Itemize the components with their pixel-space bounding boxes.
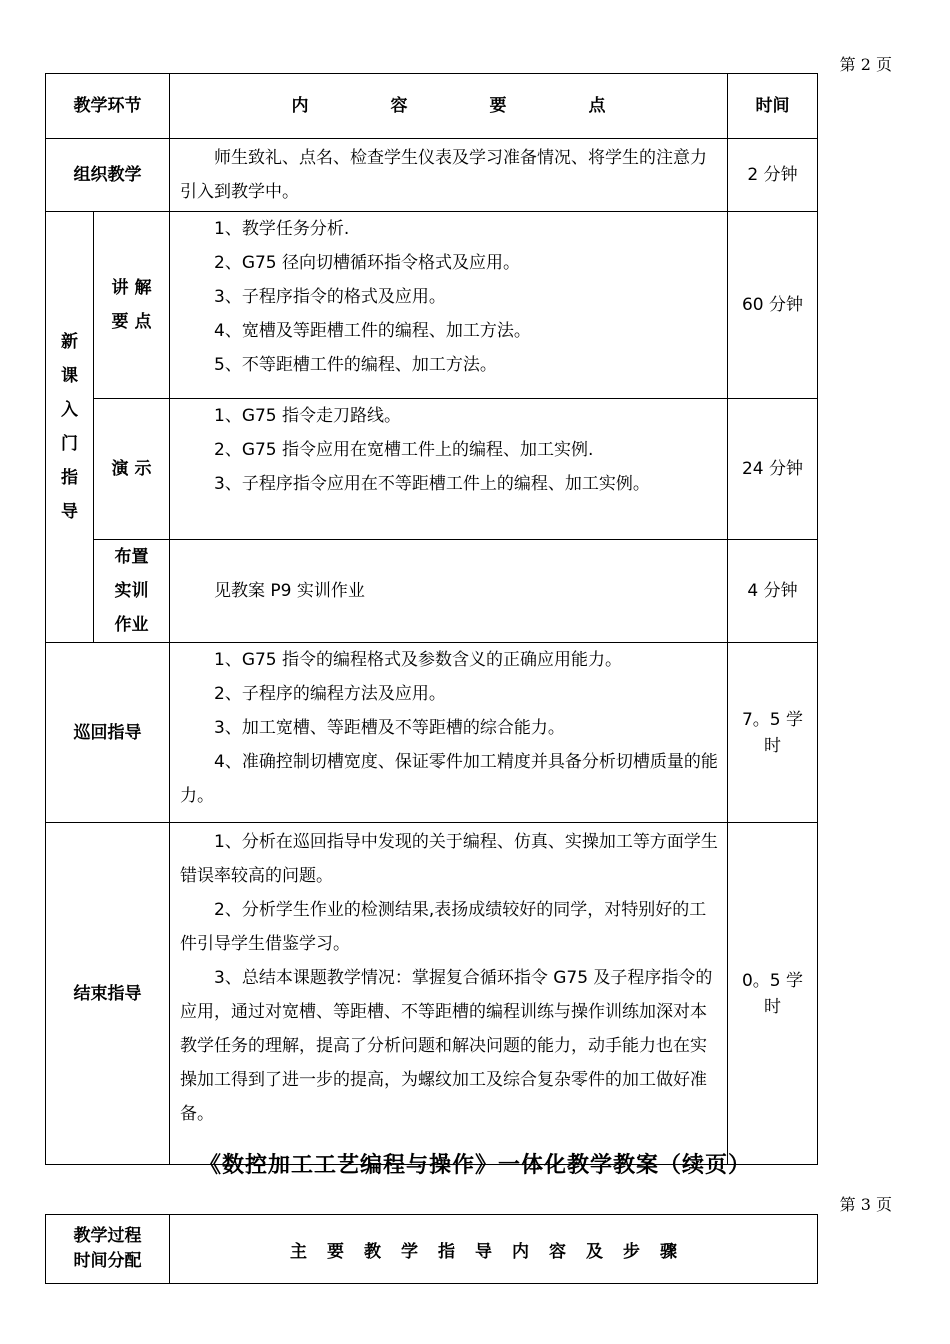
new-lesson-label: [46, 212, 94, 643]
main-content-header: 主要教学指导内容及步骤: [170, 1215, 818, 1284]
patrol-line: 4、准确控制切槽宽度、保证零件加工精度并具备分析切槽质量的能力。: [180, 752, 718, 806]
summary-line: 1、分析在巡回指导中发现的关于编程、仿真、实操加工等方面学生错误率较高的问题。: [180, 832, 718, 886]
summary-label: 结束指导: [46, 823, 170, 1165]
explain-label: [94, 212, 170, 399]
patrol-time-line: 7。5 学: [741, 709, 804, 730]
new-lesson-char: 入: [61, 400, 78, 420]
continuation-table: [45, 1214, 818, 1284]
explain-content: [170, 212, 728, 399]
summary-content: [170, 823, 728, 1165]
row-patrol: [46, 643, 818, 823]
new-lesson-char: 新: [61, 332, 78, 352]
demo-line: 3、子程序指令应用在不等距槽工件上的编程、加工实例。: [214, 474, 650, 494]
continuation-header-row: [46, 1215, 818, 1284]
demo-content: [170, 399, 728, 540]
patrol-label: 巡回指导: [46, 643, 170, 823]
explain-label-line: 讲 解: [111, 278, 152, 298]
summary-time: [728, 823, 818, 1165]
header-row: [46, 74, 818, 139]
explain-line: 5、不等距槽工件的编程、加工方法。: [214, 355, 497, 375]
explain-line: 2、G75 径向切槽循环指令格式及应用。: [214, 253, 521, 273]
assign-time: 4 分钟: [728, 540, 818, 643]
organize-content: [170, 139, 728, 212]
assign-label-line: 实训: [114, 581, 149, 601]
summary-time-line: 时: [764, 996, 781, 1017]
demo-time: 24 分钟: [728, 399, 818, 540]
new-lesson-char: 指: [61, 468, 78, 488]
summary-line: 2、分析学生作业的检测结果,表扬成绩较好的同学，对特别好的工件引导学生借鉴学习。: [180, 900, 707, 954]
explain-time: 60 分钟: [728, 212, 818, 399]
patrol-line: 3、加工宽槽、等距槽及不等距槽的综合能力。: [214, 718, 565, 738]
row-explain: [46, 212, 818, 399]
assign-label: [94, 540, 170, 643]
patrol-line: 2、子程序的编程方法及应用。: [214, 684, 446, 704]
process-time-header-line: 时间分配: [73, 1251, 142, 1271]
patrol-time-line: 时: [764, 735, 781, 756]
page-number: 第 2 页: [839, 55, 892, 74]
header-content: 内容要点: [170, 74, 728, 139]
row-organize: [46, 139, 818, 212]
assign-content: [170, 540, 728, 643]
new-lesson-char: 导: [61, 502, 78, 522]
process-time-header-line: 教学过程: [73, 1226, 142, 1246]
header-stage: 教学环节: [46, 74, 170, 139]
header-time: 时间: [728, 74, 818, 139]
assign-label-line: 布置: [114, 547, 149, 567]
explain-line: 1、教学任务分析.: [214, 219, 350, 239]
assign-text: 见教案 P9 实训作业: [214, 581, 365, 601]
process-time-header: [46, 1215, 170, 1284]
row-assign: [46, 540, 818, 643]
page-number-next: 第 3 页: [839, 1195, 892, 1214]
explain-line: 3、子程序指令的格式及应用。: [214, 287, 446, 307]
summary-time-line: 0。5 学: [741, 970, 804, 991]
organize-time: 2 分钟: [728, 139, 818, 212]
organize-label: 组织教学: [46, 139, 170, 212]
demo-line: 1、G75 指令走刀路线。: [214, 406, 402, 426]
patrol-line: 1、G75 指令的编程格式及参数含义的正确应用能力。: [214, 650, 623, 670]
new-lesson-char: 门: [61, 434, 78, 454]
document-title: 《数控加工工艺编程与操作》一体化教学教案（续页）: [198, 1153, 751, 1178]
organize-line: 师生致礼、点名、检查学生仪表及学习准备情况、将学生的注意力引入到教学中。: [180, 148, 707, 202]
patrol-content: [170, 643, 728, 823]
assign-label-line: 作业: [114, 615, 149, 635]
demo-label: 演 示: [94, 399, 170, 540]
summary-line: 3、总结本课题教学情况：掌握复合循环指令 G75 及子程序指令的应用，通过对宽槽、等距槽、不等距槽的编程训练与操作训练加深对本教学任务的理解，提高了分析问题和解决问题的能力，动手能力也在实操加工得到了进一步的提高，为螺纹加工及综合复杂零件的加工做好准备。: [180, 968, 713, 1124]
row-summary: [46, 823, 818, 1165]
patrol-time: [728, 643, 818, 823]
explain-label-line: 要 点: [111, 312, 152, 332]
demo-line: 2、G75 指令应用在宽槽工件上的编程、加工实例.: [214, 440, 594, 460]
explain-line: 4、宽槽及等距槽工件的编程、加工方法。: [214, 321, 531, 341]
row-demo: [46, 399, 818, 540]
new-lesson-char: 课: [61, 366, 78, 386]
lesson-plan-table: [45, 73, 818, 1165]
